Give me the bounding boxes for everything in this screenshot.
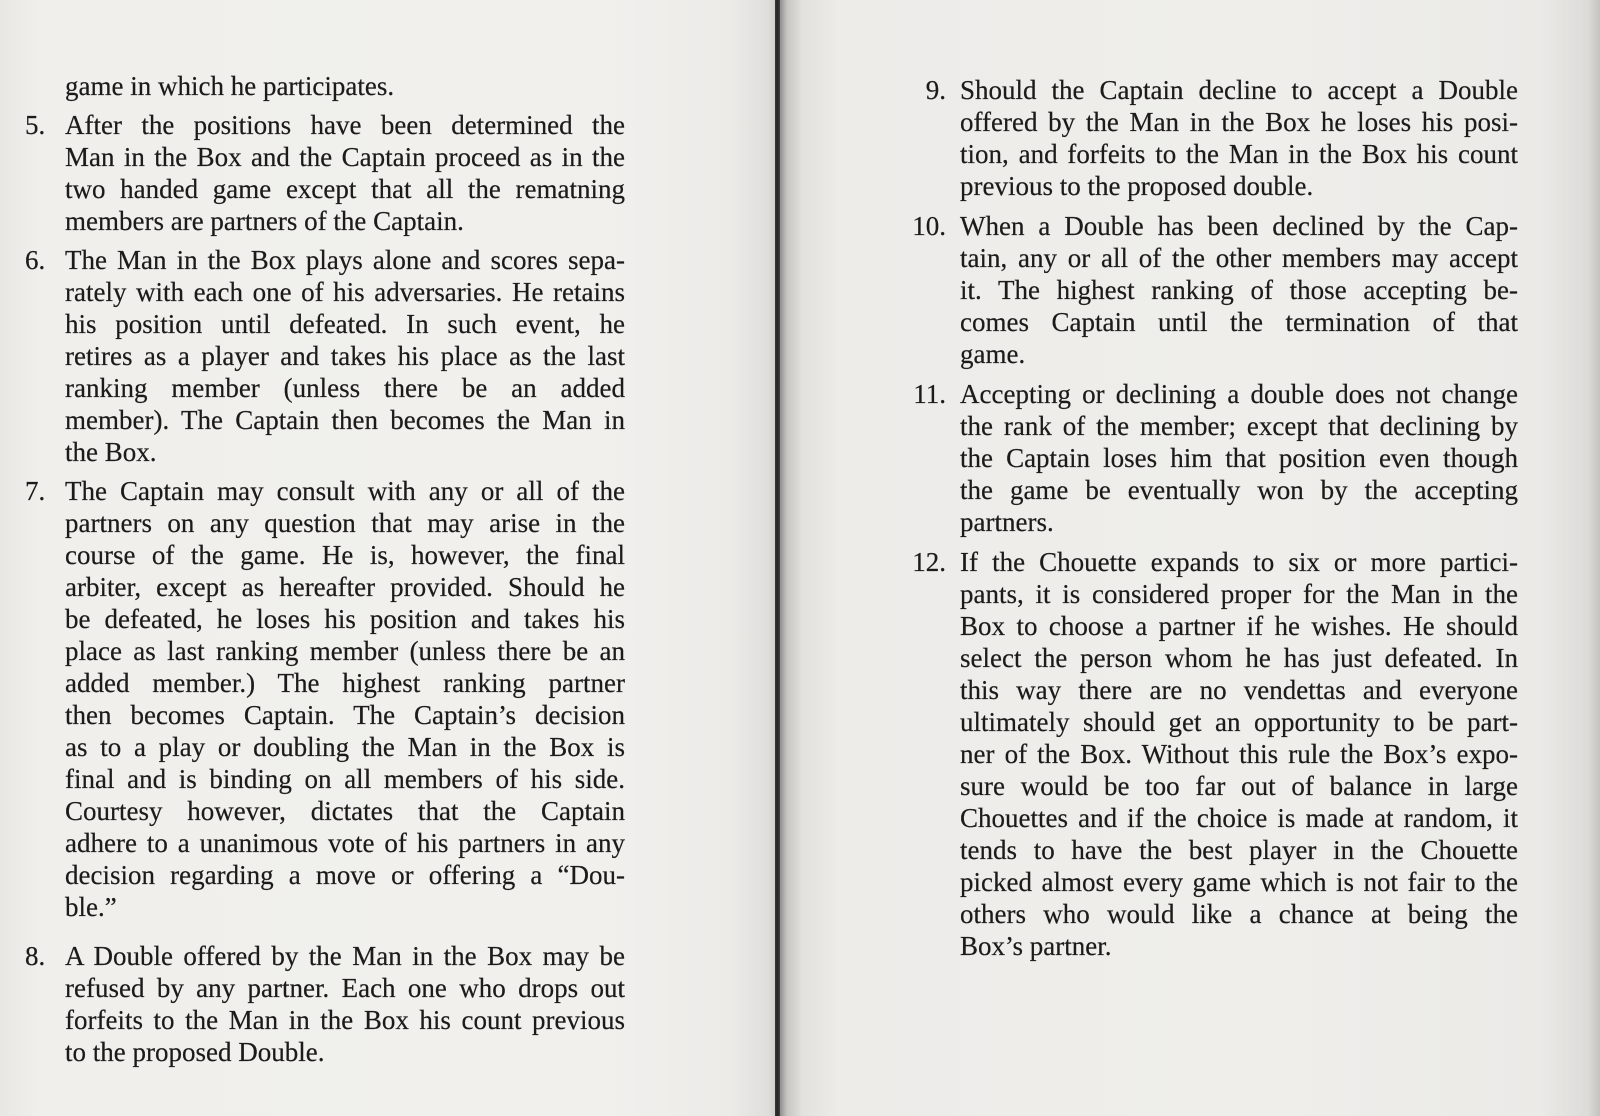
text-line: Box’s partner. (960, 931, 1112, 961)
rule-number: 9. (925, 75, 946, 105)
text-line: course of the game. He is, however, the final (65, 540, 625, 570)
text-line: partners on any question that may arise in the (65, 508, 625, 538)
right-page-text (900, 74, 1518, 962)
text-line: be defeated, he loses his position and takes his (65, 604, 625, 634)
text-line: the rank of the member; except that declining by (960, 411, 1518, 441)
text-line: retires as a player and takes his place as the last (65, 341, 625, 371)
text-line: ner of the Box. Without this rule the Box’s expo- (960, 739, 1518, 769)
text-line: ultimately should get an opportunity to be part- (960, 707, 1518, 737)
text-line: place as last ranking member (unless there be an (65, 636, 625, 666)
rule-5 (25, 109, 625, 237)
text-line: two handed game except that all the rematning (65, 174, 625, 204)
text-line: as to a play or doubling the Man in the Box is (65, 732, 625, 762)
text-line: tain, any or all of the other members may accept (960, 243, 1518, 273)
text-line: A Double offered by the Man in the Box may be (65, 941, 625, 971)
rule-number: 11. (913, 379, 946, 409)
rule-10 (900, 210, 1518, 370)
text-line: ble.” (65, 892, 117, 922)
text-line: Man in the Box and the Captain proceed as in the (65, 142, 625, 172)
text-line: ranking member (unless there be an added (65, 373, 625, 403)
text-line: the game be eventually won by the accepting (960, 475, 1518, 505)
text-line: pants, it is considered proper for the Man in the (960, 579, 1518, 609)
text-line: added member.) The highest ranking partner (65, 668, 625, 698)
text-line: The Captain may consult with any or all of the (65, 476, 625, 506)
text-line: Box to choose a partner if he wishes. He should (960, 611, 1518, 641)
rule-number: 5. (25, 110, 46, 140)
text-line: offered by the Man in the Box he loses his posi- (960, 107, 1518, 137)
text-line: decision regarding a move or offering a “Dou- (65, 860, 625, 890)
text-line: The Man in the Box plays alone and scores sepa- (65, 245, 625, 275)
text-line: When a Double has been declined by the Cap- (960, 211, 1518, 241)
rule-12 (900, 546, 1518, 962)
text-line: comes Captain until the termination of that (960, 307, 1518, 337)
rule-number: 6. (25, 245, 46, 275)
text-line: If the Chouette expands to six or more partici- (960, 547, 1518, 577)
text-line: others who would like a chance at being the (960, 899, 1518, 929)
text-line: Chouettes and if the choice is made at random, it (960, 803, 1518, 833)
rule-9 (900, 74, 1518, 202)
rule-number: 7. (25, 476, 46, 506)
text-line: partners. (960, 507, 1054, 537)
text-line: game. (960, 339, 1026, 369)
text-line: final and is binding on all members of his side. (65, 764, 625, 794)
text-line: members are partners of the Captain. (65, 206, 464, 236)
rule-8 (25, 940, 625, 1068)
text-line: previous to the proposed double. (960, 171, 1314, 201)
left-page-text (25, 70, 625, 1068)
rule-number: 12. (912, 547, 946, 577)
text-line: his position until defeated. In such event, he (65, 309, 625, 339)
rule-number: 8. (25, 941, 46, 971)
text-line: it. The highest ranking of those accepting be- (960, 275, 1518, 305)
text-line: member). The Captain then becomes the Man in (65, 405, 625, 435)
continued-paragraph (25, 70, 625, 102)
text-line: Accepting or declining a double does not change (960, 379, 1518, 409)
text-line: this way there are no vendettas and everyone (960, 675, 1518, 705)
rule-6 (25, 244, 625, 468)
text-line: picked almost every game which is not fair to the (960, 867, 1518, 897)
rule-11 (900, 378, 1518, 538)
text-line: tends to have the best player in the Chouette (960, 835, 1518, 865)
text-line: After the positions have been determined the (65, 110, 625, 140)
text-line: sure would be too far out of balance in large (960, 771, 1518, 801)
rule-number: 10. (912, 211, 946, 241)
text-line: arbiter, except as hereafter provided. Should he (65, 572, 625, 602)
rule-7 (25, 475, 625, 923)
text-line: Courtesy however, dictates that the Captain (65, 796, 625, 826)
text-line: the Box. (65, 437, 157, 467)
text-line: forfeits to the Man in the Box his count previous (65, 1005, 625, 1035)
text-line: game in which he participates. (65, 71, 395, 101)
text-line: rately with each one of his adversaries. He retains (65, 277, 625, 307)
text-line: adhere to a unanimous vote of his partners in any (65, 828, 625, 858)
text-line: tion, and forfeits to the Man in the Box his count (960, 139, 1518, 169)
text-line: refused by any partner. Each one who drops out (65, 973, 625, 1003)
text-line: then becomes Captain. The Captain’s decision (65, 700, 625, 730)
text-line: to the proposed Double. (65, 1037, 325, 1067)
text-line: the Captain loses him that position even though (960, 443, 1518, 473)
text-line: Should the Captain decline to accept a Double (960, 75, 1518, 105)
text-line: select the person whom he has just defeated. In (960, 643, 1518, 673)
